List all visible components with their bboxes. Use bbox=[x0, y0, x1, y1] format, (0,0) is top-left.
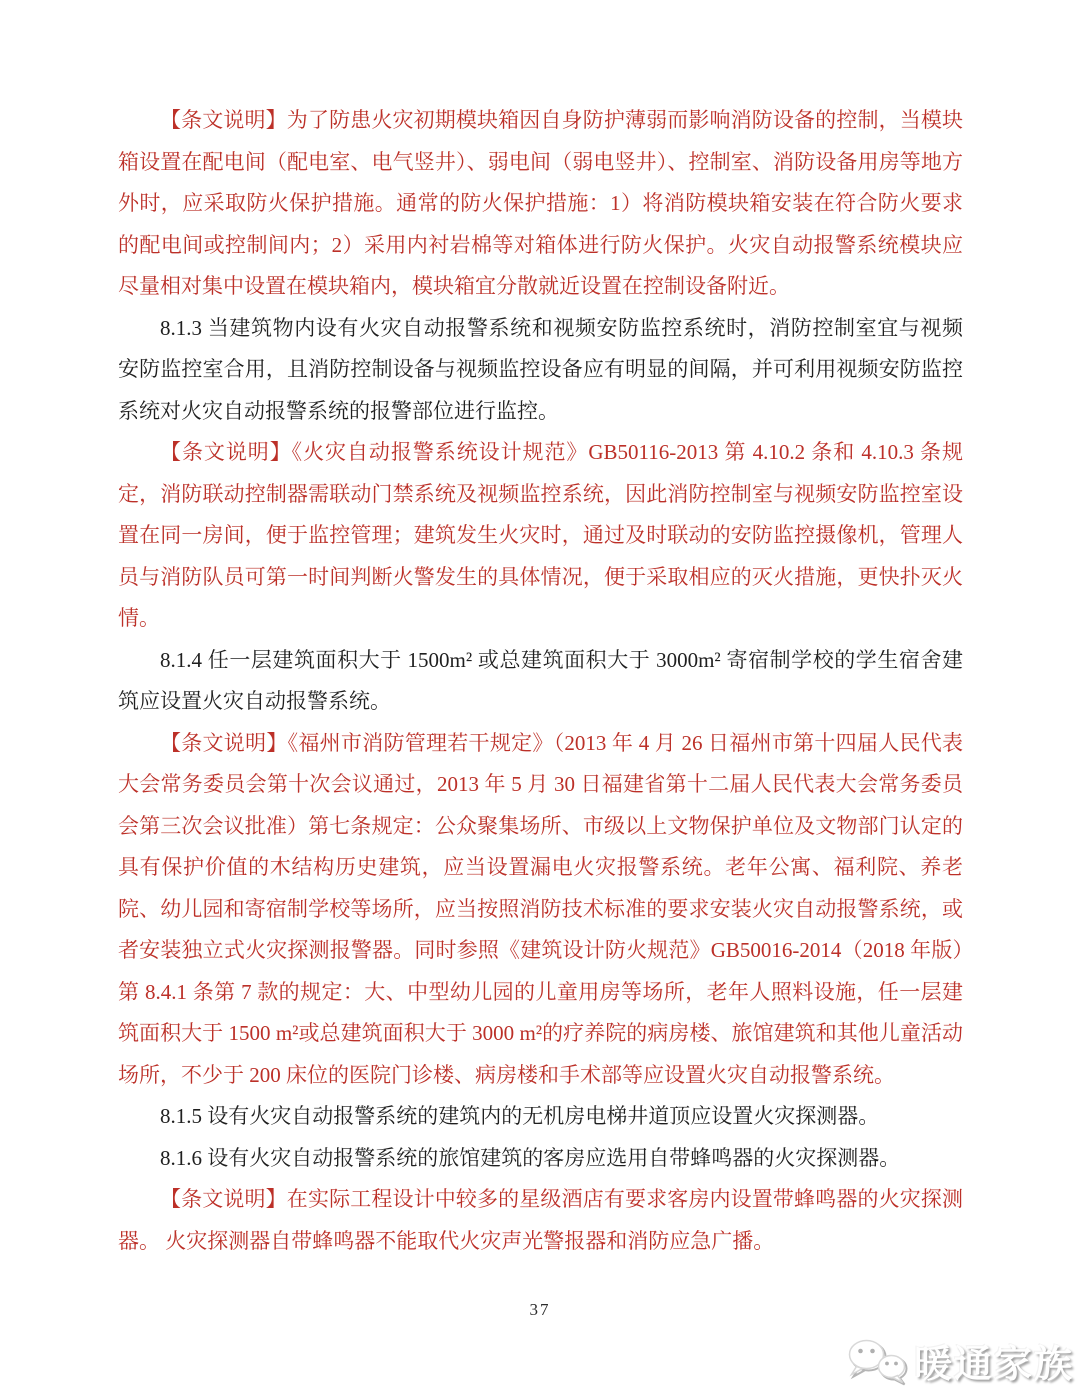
clause-paragraph-8-1-6: 8.1.6 设有火灾自动报警系统的旅馆建筑的客房应选用自带蜂鸣器的火灾探测器。 bbox=[160, 1145, 901, 1170]
page-number: 37 bbox=[529, 1300, 551, 1319]
watermark-label: 暖通家族 bbox=[913, 1344, 1074, 1386]
commentary-paragraph-2: 【条文说明】《火灾自动报警系统设计规范》GB50116-2013 第 4.10.2 条和 4.10.3 条规定，消防联动控制器需联动门禁系统及视频监控系统，因此消防控制室与视频安防监控室设置在同一房间，便于监控管理；建筑发生火灾时，通过及时联动的安防监控摄像机，管理人员与消防队员可第一时间判断火警发生的具体情况，便于采取相应的灭火措施，更快扑灭火情。 bbox=[118, 440, 963, 630]
wechat-icon bbox=[844, 1335, 908, 1387]
document-body bbox=[118, 100, 963, 1262]
commentary-paragraph-1: 【条文说明】为了防患火灾初期模块箱因自身防护薄弱而影响消防设备的控制，当模块箱设置在配电间（配电室、电气竖井）、弱电间（弱电竖井）、控制室、消防设备用房等地方外时，应采取防火保护措施。通常的防火保护措施：1）将消防模块箱安装在符合防火要求的配电间或控制间内；2）采用内衬岩棉等对箱体进行防火保护。火灾自动报警系统模块应尽量相对集中设置在模块箱内，模块箱宜分散就近设置在控制设备附近。 bbox=[118, 108, 963, 298]
clause-paragraph-8-1-4: 8.1.4 任一层建筑面积大于 1500m² 或总建筑面积大于 3000m² 寄宿制学校的学生宿舍建筑应设置火灾自动报警系统。 bbox=[118, 647, 963, 713]
clause-paragraph-8-1-5: 8.1.5 设有火灾自动报警系统的建筑内的无机房电梯井道顶应设置火灾探测器。 bbox=[160, 1104, 880, 1128]
clause-paragraph-8-1-3: 8.1.3 当建筑物内设有火灾自动报警系统和视频安防监控系统时，消防控制室宜与视频安防监控室合用，且消防控制设备与视频监控设备应有明显的间隔，并可利用视频安防监控系统对火灾自动报警系统的报警部位进行监控。 bbox=[118, 315, 963, 423]
commentary-paragraph-4: 【条文说明】在实际工程设计中较多的星级酒店有要求客房内设置带蜂鸣器的火灾探测器。 火灾探测器自带蜂鸣器不能取代火灾声光警报器和消防应急广播。 bbox=[118, 1187, 963, 1253]
commentary-paragraph-3: 【条文说明】《福州市消防管理若干规定》（2013 年 4 月 26 日福州市第十四届人民代表大会常务委员会第十次会议通过，2013 年 5 月 30 日福建省第十二届人民代表大会常务委员会第三次会议批准）第七条规定：公众聚集场所、市级以上文物保护单位及文物部门认定的具有保护价值的木结构历史建筑，应当设置漏电火灾报警系统。老年公寓、福利院、养老院、幼儿园和寄宿制学校等场所，应当按照消防技术标准的要求安装火灾自动报警系统，或者安装独立式火灾探测报警器。同时参照《建筑设计防火规范》GB50016-2014（2018 年版）第 8.4.1 条第 7 款的规定：大、中型幼儿园的儿童用房等场所，老年人照料设施，任一层建筑面积大于 1500 m²或总建筑面积大于 3000 m²的疗养院的病房楼、旅馆建筑和其他儿童活动场所，不少于 200 床位的医院门诊楼、病房楼和手术部等应设置火灾自动报警系统。 bbox=[118, 730, 963, 1087]
watermark bbox=[844, 1333, 1074, 1388]
